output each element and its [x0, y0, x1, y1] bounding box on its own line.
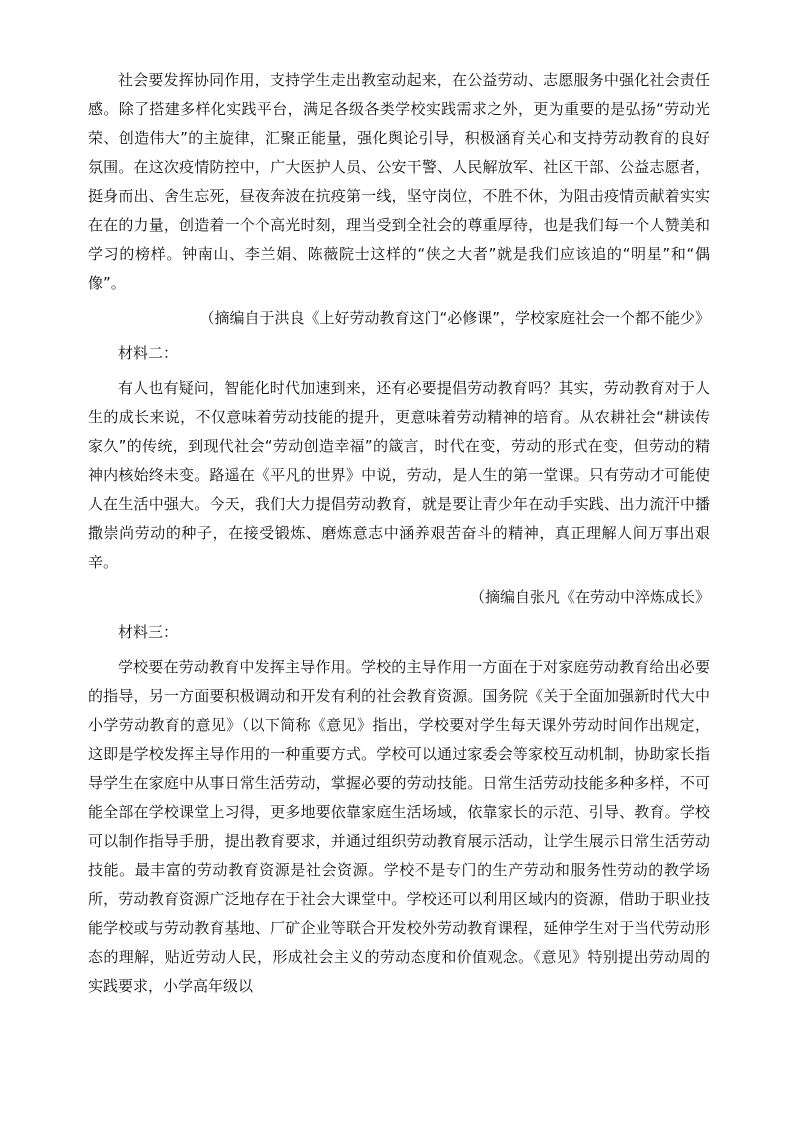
- paragraph-2: 有人也有疑问，智能化时代加速到来，还有必要提倡劳动教育吗？其实，劳动教育对于人生的成长来说，不仅意味着劳动技能的提升，更意味着劳动精神的培育。从农耕社会“耕读传家久”的传统，到现代社会“劳动创造幸福”的箴言，时代在变，劳动的形式在变，但劳动的精神内核始终未变。路遥在《平凡的世界》中说，劳动，是人生的第一堂课。只有劳动才可能使人在生活中强大。今天，我们大力提倡劳动教育，就是要让青少年在动手实践、出力流汗中播撒崇尚劳动的种子，在接受锻炼、磨炼意志中涵养艰苦奋斗的精神，真正理解人间万事出艰辛。: [88, 379, 710, 571]
- citation-1: （摘编自于洪良《上好劳动教育这门“必修课”，学校家庭社会一个都不能少》: [199, 309, 710, 327]
- material-3-label: 材料三：: [118, 623, 179, 641]
- citation-2: （摘编自张凡《在劳动中淬炼成长》: [469, 588, 710, 606]
- material-2-label: 材料二：: [118, 344, 179, 362]
- paragraph-1: 社会要发挥协同作用，支持学生走出教室动起来，在公益劳动、志愿服务中强化社会责任感。除了搭建多样化实践平台，满足各级各类学校实践需求之外，更为重要的是弘扬“劳动光荣、创造伟大”的主旋律，汇聚正能量，强化舆论引导，积极涵育关心和支持劳动教育的良好氛围。在这次疫情防控中，广大医护人员、公安干警、人民解放军、社区干部、公益志愿者，挺身而出、舍生忘死，昼夜奔波在抗疫第一线，坚守岗位，不胜不休，为阻击疫情贡献着实实在在的力量，创造着一个个高光时刻，理当受到全社会的尊重厚待，也是我们每一个人赞美和学习的榜样。钟南山、李兰娟、陈薇院士这样的“侠之大者”就是我们应该追的“明星”和“偶像”。: [88, 71, 710, 292]
- document-body: [88, 66, 710, 1001]
- paragraph-3: 学校要在劳动教育中发挥主导作用。学校的主导作用一方面在于对家庭劳动教育给出必要的指导，另一方面要积极调动和开发有利的社会教育资源。国务院《关于全面加强新时代大中小学劳动教育的意见》（以下简称《意见》指出，学校要对学生每天课外劳动时间作出规定，这即是学校发挥主导作用的一种重要方式。学校可以通过家委会等家校互动机制，协助家长指导学生在家庭中从事日常生活劳动，掌握必要的劳动技能。日常生活劳动技能多种多样，不可能全部在学校课堂上习得，更多地要依靠家庭生活场域，依靠家长的示范、引导、教育。学校可以制作指导手册，提出教育要求，并通过组织劳动教育展示活动，让学生展示日常生活劳动技能。最丰富的劳动教育资源是社会资源。学校不是专门的生产劳动和服务性劳动的教学场所，劳动教育资源广泛地存在于社会大课堂中。学校还可以利用区域内的资源，借助于职业技能学校或与劳动教育基地、厂矿企业等联合开发校外劳动教育课程，延伸学生对于当代劳动形态的理解，贴近劳动人民，形成社会主义的劳动态度和价值观念。《意见》特别提出劳动周的实践要求，小学高年级以: [88, 658, 710, 995]
